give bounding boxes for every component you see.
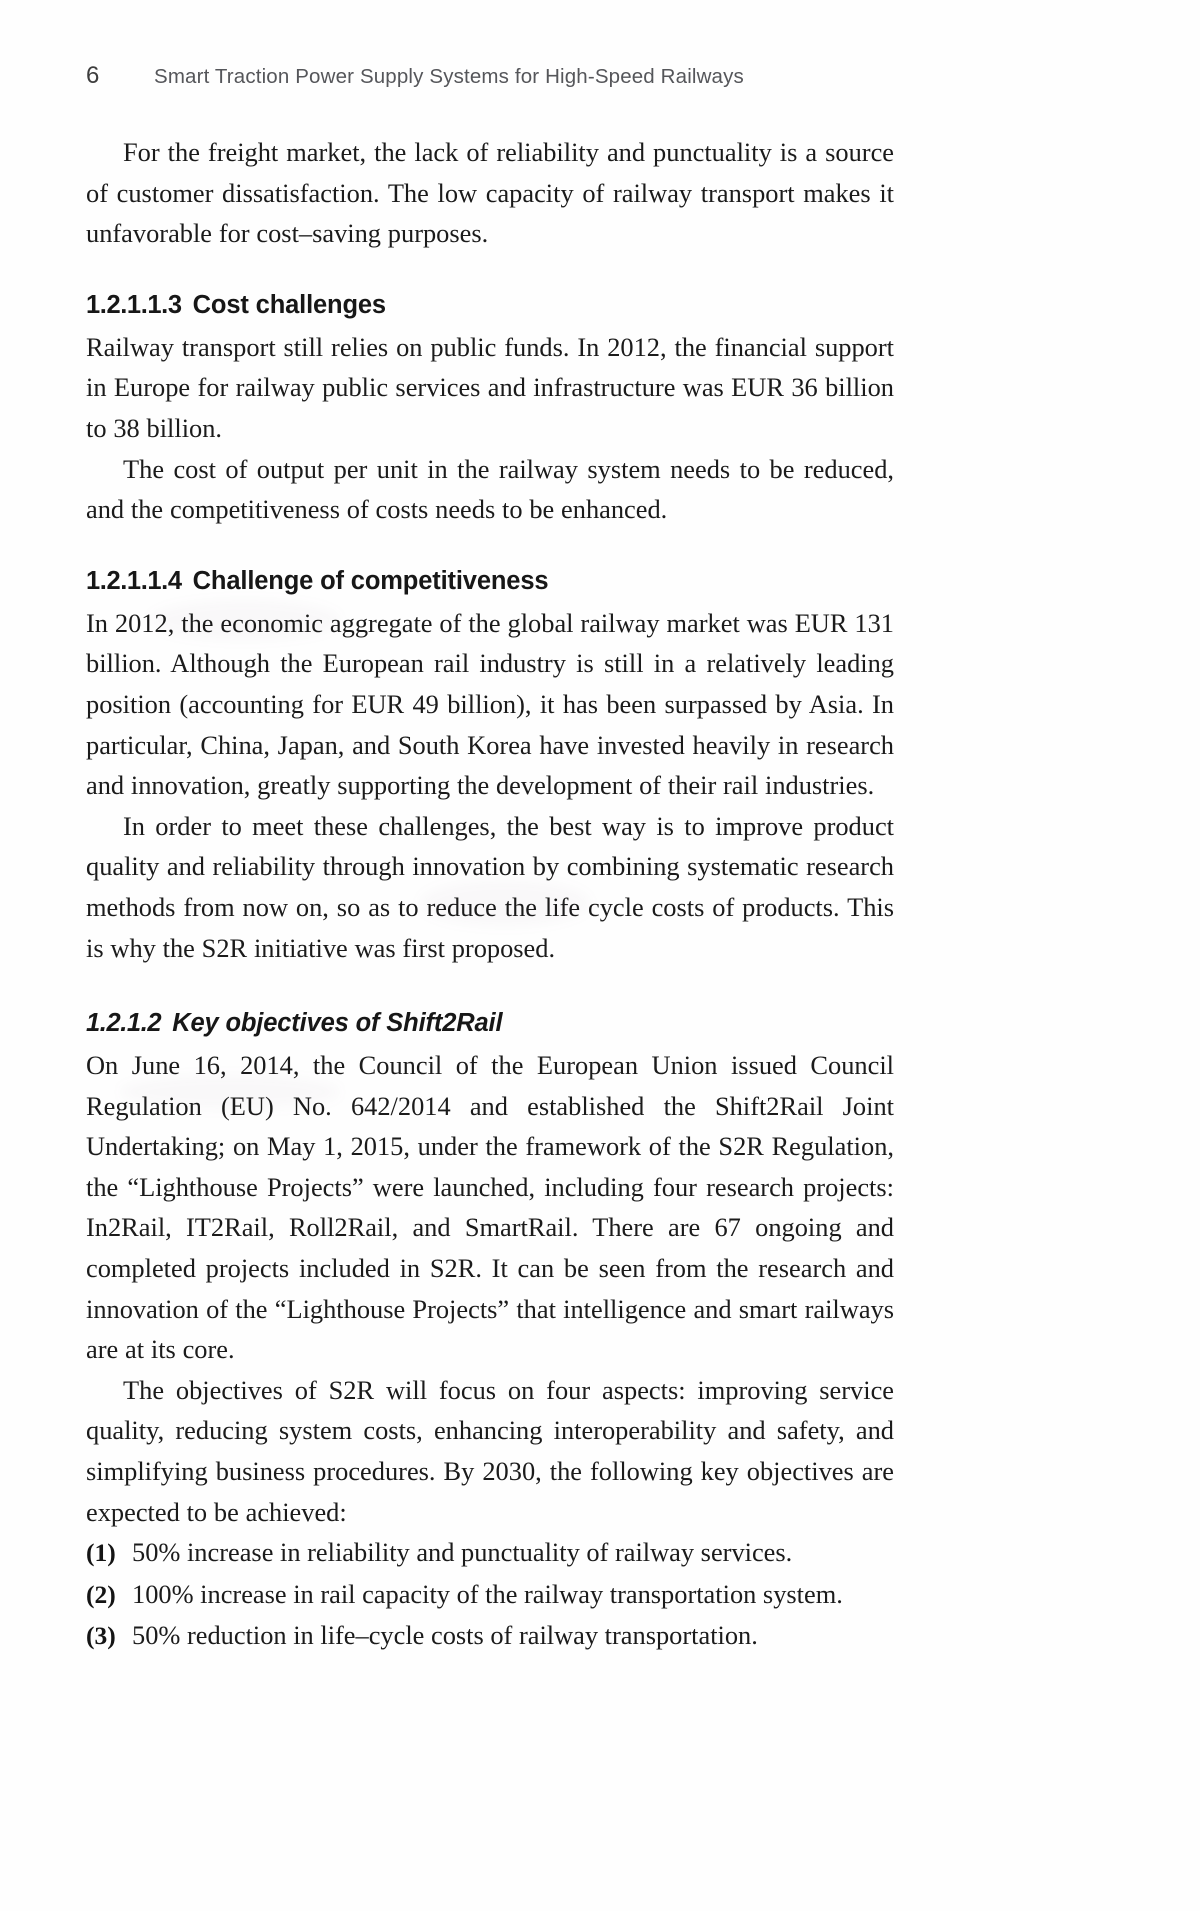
paragraph-freight-market: For the freight market, the lack of reliability and punctuality is a source of customer dissatisfaction. The low capacity of railway transport makes it unfavorable for cost–saving purposes. xyxy=(86,137,894,249)
paragraph-global-railway-market: In 2012, the economic aggregate of the global railway market was EUR 131 billion. Although the European rail industry is still in a relatively leading position (accounting for EUR 49 billion), it has been surpassed by Asia. In particular, China, Japan, and South Korea have invested heavily in research and innovation, greatly supporting the development of their rail industries. xyxy=(86,607,894,801)
heading-challenge-competitiveness-number: 1.2.1.1.4 xyxy=(86,566,182,595)
paragraph-shift2rail-regulation: On June 16, 2014, the Council of the European Union issued Council Regulation (EU) No. 642/2014 and established the Shift2Rail Joint Undertaking; on May 1, 2015, under the framework of the S2R Regulation, the “Lighthouse Projects” were launched, including four research projects: In2Rail, IT2Rail, Roll2Rail, and SmartRail. There are 67 ongoing and completed projects included in S2R. It can be seen from the research and innovation of the “Lighthouse Projects” that intelligence and smart railways are at its core. xyxy=(86,1050,894,1365)
paragraph-cost-public-funds: Railway transport still relies on public funds. In 2012, the financial support in Europe for railway public services and infrastructure was EUR 36 billion to 38 billion. xyxy=(86,331,894,443)
page-number: 6 xyxy=(86,62,100,89)
heading-key-objectives-number: 1.2.1.2 xyxy=(86,1009,162,1038)
heading-cost-challenges-title: Cost challenges xyxy=(192,290,386,319)
list-item-marker: (2) xyxy=(86,1579,116,1609)
running-title: Smart Traction Power Supply Systems for High-Speed Railways xyxy=(154,65,744,88)
list-item-text: 50% increase in reliability and punctuality of railway services. xyxy=(132,1537,793,1568)
list-item-marker: (3) xyxy=(86,1621,116,1651)
list-item-text: 100% increase in rail capacity of the railway transportation system. xyxy=(132,1578,843,1609)
list-item-text: 50% reduction in life–cycle costs of railway transportation. xyxy=(132,1620,758,1651)
heading-key-objectives xyxy=(86,1006,894,1040)
text-column xyxy=(86,132,894,1657)
heading-challenge-competitiveness-title: Challenge of competitiveness xyxy=(192,566,549,595)
paragraph-s2r-objectives: The objectives of S2R will focus on four aspects: improving service quality, reducing system costs, enhancing interoperability and safety, and simplifying business procedures. By 2030, the following key objectives are expected to be achieved: xyxy=(86,1374,894,1527)
heading-cost-challenges-number: 1.2.1.1.3 xyxy=(86,290,182,319)
running-head xyxy=(86,62,1106,90)
heading-challenge-competitiveness xyxy=(86,564,894,598)
list-item xyxy=(86,1574,894,1616)
heading-cost-challenges xyxy=(86,288,894,322)
list-item xyxy=(86,1532,894,1574)
key-objectives-list xyxy=(86,1532,894,1657)
list-item-marker: (1) xyxy=(86,1538,116,1568)
paragraph-meet-challenges: In order to meet these challenges, the best way is to improve product quality and reliability through innovation by combining systematic research methods from now on, so as to reduce the life cycle costs of products. This is why the S2R initiative was first proposed. xyxy=(86,810,894,963)
paragraph-cost-output-per-unit: The cost of output per unit in the railway system needs to be reduced, and the competitiveness of costs needs to be enhanced. xyxy=(86,453,894,525)
heading-key-objectives-title: Key objectives of Shift2Rail xyxy=(172,1009,503,1038)
list-item xyxy=(86,1615,894,1657)
